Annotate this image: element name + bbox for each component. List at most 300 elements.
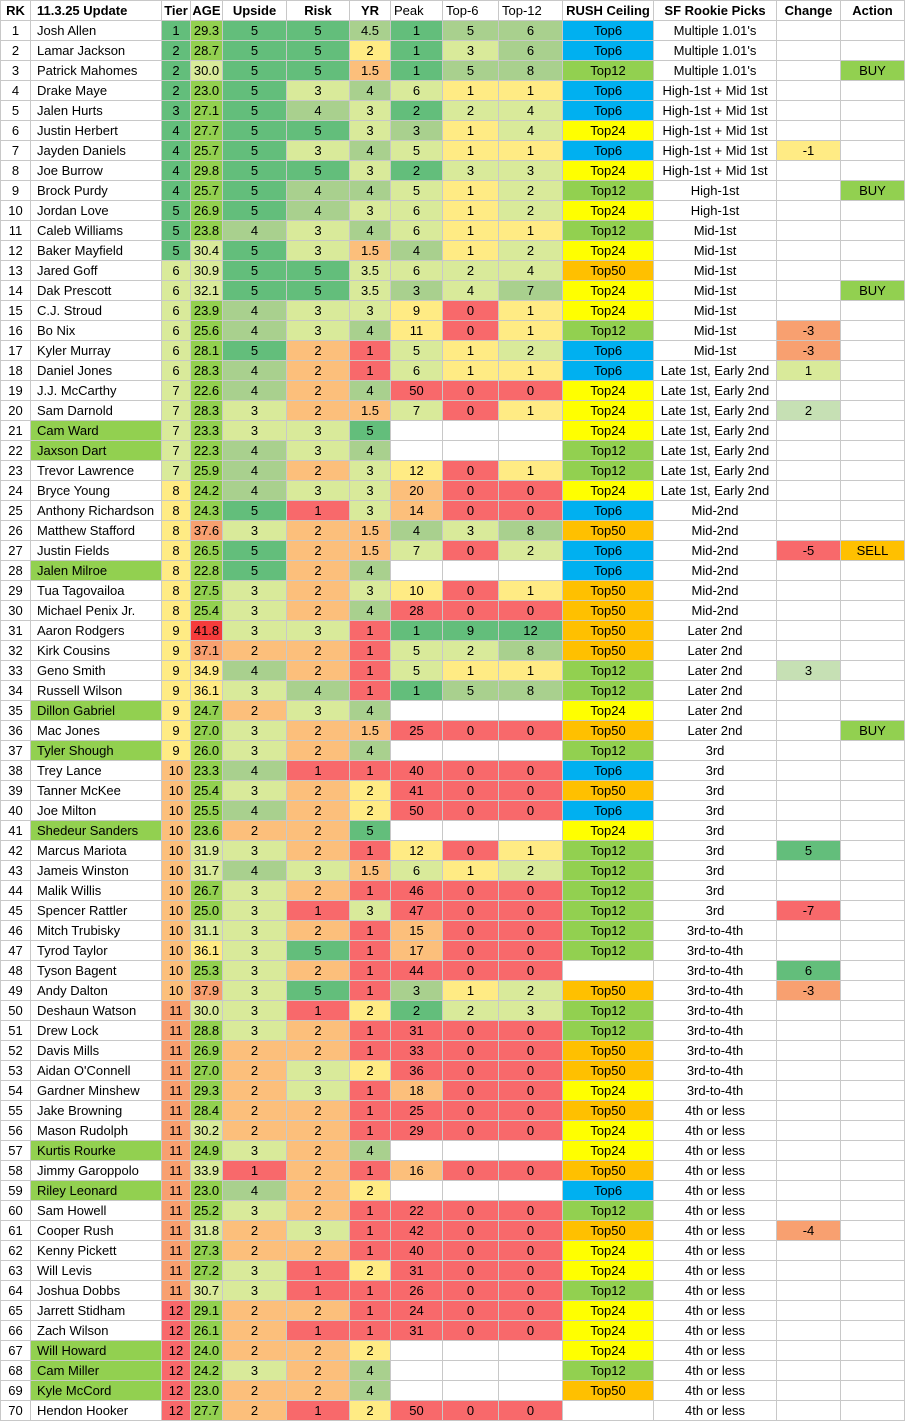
rank-cell[interactable]: 16 <box>1 321 31 341</box>
upside-cell[interactable]: 4 <box>223 801 287 821</box>
upside-cell[interactable]: 4 <box>223 381 287 401</box>
sf-rookie-picks-cell[interactable]: 3rd <box>654 781 777 801</box>
sf-rookie-picks-cell[interactable]: Later 2nd <box>654 661 777 681</box>
tier-cell[interactable]: 10 <box>162 981 191 1001</box>
tier-cell[interactable]: 10 <box>162 761 191 781</box>
upside-cell[interactable]: 4 <box>223 761 287 781</box>
rush-ceiling-cell[interactable]: Top12 <box>563 741 654 761</box>
action-cell[interactable] <box>841 1381 905 1401</box>
change-cell[interactable] <box>777 1281 841 1301</box>
action-cell[interactable] <box>841 1101 905 1121</box>
risk-cell[interactable]: 3 <box>287 701 350 721</box>
sf-rookie-picks-cell[interactable]: Mid-2nd <box>654 521 777 541</box>
rush-ceiling-cell[interactable]: Top12 <box>563 221 654 241</box>
peak-cell[interactable]: 29 <box>391 1121 443 1141</box>
age-cell[interactable]: 27.0 <box>191 1061 223 1081</box>
upside-cell[interactable]: 5 <box>223 61 287 81</box>
top6-cell[interactable]: 0 <box>443 1101 499 1121</box>
rank-cell[interactable]: 12 <box>1 241 31 261</box>
top12-cell[interactable]: 1 <box>499 81 563 101</box>
yr-cell[interactable]: 1 <box>350 881 391 901</box>
age-cell[interactable]: 24.7 <box>191 701 223 721</box>
header-age[interactable]: AGE <box>191 1 223 21</box>
player-name-cell[interactable]: Tanner McKee <box>31 781 162 801</box>
action-cell[interactable] <box>841 21 905 41</box>
risk-cell[interactable]: 2 <box>287 821 350 841</box>
rank-cell[interactable]: 24 <box>1 481 31 501</box>
top12-cell[interactable]: 4 <box>499 261 563 281</box>
tier-cell[interactable]: 11 <box>162 1181 191 1201</box>
yr-cell[interactable]: 5 <box>350 821 391 841</box>
risk-cell[interactable]: 2 <box>287 641 350 661</box>
player-name-cell[interactable]: Will Levis <box>31 1261 162 1281</box>
top12-cell[interactable]: 6 <box>499 41 563 61</box>
player-name-cell[interactable]: Malik Willis <box>31 881 162 901</box>
sf-rookie-picks-cell[interactable]: Later 2nd <box>654 721 777 741</box>
change-cell[interactable] <box>777 201 841 221</box>
rush-ceiling-cell[interactable]: Top6 <box>563 81 654 101</box>
player-name-cell[interactable]: Geno Smith <box>31 661 162 681</box>
risk-cell[interactable]: 3 <box>287 321 350 341</box>
rush-ceiling-cell[interactable]: Top50 <box>563 621 654 641</box>
change-cell[interactable] <box>777 261 841 281</box>
sf-rookie-picks-cell[interactable]: Late 1st, Early 2nd <box>654 441 777 461</box>
rush-ceiling-cell[interactable]: Top12 <box>563 861 654 881</box>
yr-cell[interactable]: 1 <box>350 961 391 981</box>
peak-cell[interactable]: 9 <box>391 301 443 321</box>
top6-cell[interactable]: 3 <box>443 521 499 541</box>
upside-cell[interactable]: 2 <box>223 1401 287 1421</box>
player-name-cell[interactable]: Tyrod Taylor <box>31 941 162 961</box>
rush-ceiling-cell[interactable]: Top6 <box>563 501 654 521</box>
rank-cell[interactable]: 1 <box>1 21 31 41</box>
rush-ceiling-cell[interactable]: Top24 <box>563 701 654 721</box>
peak-cell[interactable]: 14 <box>391 501 443 521</box>
age-cell[interactable]: 26.9 <box>191 1041 223 1061</box>
top12-cell[interactable]: 2 <box>499 341 563 361</box>
tier-cell[interactable]: 9 <box>162 641 191 661</box>
player-name-cell[interactable]: Trevor Lawrence <box>31 461 162 481</box>
age-cell[interactable]: 23.6 <box>191 821 223 841</box>
action-cell[interactable] <box>841 1181 905 1201</box>
change-cell[interactable] <box>777 1341 841 1361</box>
rank-cell[interactable]: 50 <box>1 1001 31 1021</box>
tier-cell[interactable]: 10 <box>162 861 191 881</box>
sf-rookie-picks-cell[interactable]: Late 1st, Early 2nd <box>654 381 777 401</box>
change-cell[interactable] <box>777 721 841 741</box>
sf-rookie-picks-cell[interactable]: Late 1st, Early 2nd <box>654 361 777 381</box>
sf-rookie-picks-cell[interactable]: Multiple 1.01's <box>654 41 777 61</box>
top6-cell[interactable]: 1 <box>443 361 499 381</box>
sf-rookie-picks-cell[interactable]: 3rd-to-4th <box>654 941 777 961</box>
risk-cell[interactable]: 1 <box>287 1401 350 1421</box>
top6-cell[interactable]: 0 <box>443 881 499 901</box>
risk-cell[interactable]: 5 <box>287 61 350 81</box>
age-cell[interactable]: 25.9 <box>191 461 223 481</box>
action-cell[interactable]: BUY <box>841 721 905 741</box>
peak-cell[interactable]: 20 <box>391 481 443 501</box>
tier-cell[interactable]: 10 <box>162 801 191 821</box>
peak-cell[interactable] <box>391 741 443 761</box>
top6-cell[interactable] <box>443 741 499 761</box>
peak-cell[interactable]: 1 <box>391 21 443 41</box>
sf-rookie-picks-cell[interactable]: 4th or less <box>654 1401 777 1421</box>
change-cell[interactable]: -3 <box>777 321 841 341</box>
top12-cell[interactable]: 0 <box>499 381 563 401</box>
tier-cell[interactable]: 8 <box>162 481 191 501</box>
top6-cell[interactable] <box>443 1341 499 1361</box>
age-cell[interactable]: 28.7 <box>191 41 223 61</box>
player-name-cell[interactable]: Anthony Richardson <box>31 501 162 521</box>
player-name-cell[interactable]: Lamar Jackson <box>31 41 162 61</box>
top12-cell[interactable]: 0 <box>499 1101 563 1121</box>
tier-cell[interactable]: 9 <box>162 701 191 721</box>
risk-cell[interactable]: 5 <box>287 261 350 281</box>
rank-cell[interactable]: 42 <box>1 841 31 861</box>
tier-cell[interactable]: 8 <box>162 581 191 601</box>
player-name-cell[interactable]: C.J. Stroud <box>31 301 162 321</box>
upside-cell[interactable]: 1 <box>223 1161 287 1181</box>
tier-cell[interactable]: 11 <box>162 1141 191 1161</box>
top12-cell[interactable]: 2 <box>499 541 563 561</box>
rank-cell[interactable]: 55 <box>1 1101 31 1121</box>
tier-cell[interactable]: 5 <box>162 221 191 241</box>
header-update[interactable]: 11.3.25 Update <box>31 1 162 21</box>
risk-cell[interactable]: 1 <box>287 761 350 781</box>
yr-cell[interactable]: 1 <box>350 1241 391 1261</box>
action-cell[interactable] <box>841 821 905 841</box>
tier-cell[interactable]: 10 <box>162 961 191 981</box>
action-cell[interactable] <box>841 701 905 721</box>
change-cell[interactable] <box>777 1161 841 1181</box>
age-cell[interactable]: 37.9 <box>191 981 223 1001</box>
action-cell[interactable]: SELL <box>841 541 905 561</box>
action-cell[interactable] <box>841 681 905 701</box>
upside-cell[interactable]: 3 <box>223 781 287 801</box>
peak-cell[interactable]: 4 <box>391 521 443 541</box>
player-name-cell[interactable]: Russell Wilson <box>31 681 162 701</box>
upside-cell[interactable]: 3 <box>223 741 287 761</box>
top12-cell[interactable]: 0 <box>499 1061 563 1081</box>
header-action[interactable]: Action <box>841 1 905 21</box>
action-cell[interactable] <box>841 521 905 541</box>
rank-cell[interactable]: 54 <box>1 1081 31 1101</box>
top12-cell[interactable]: 1 <box>499 841 563 861</box>
change-cell[interactable] <box>777 1061 841 1081</box>
upside-cell[interactable]: 4 <box>223 661 287 681</box>
player-name-cell[interactable]: Zach Wilson <box>31 1321 162 1341</box>
top12-cell[interactable]: 3 <box>499 1001 563 1021</box>
sf-rookie-picks-cell[interactable]: Later 2nd <box>654 641 777 661</box>
top6-cell[interactable]: 3 <box>443 41 499 61</box>
rush-ceiling-cell[interactable]: Top24 <box>563 381 654 401</box>
change-cell[interactable]: -7 <box>777 901 841 921</box>
age-cell[interactable]: 28.3 <box>191 361 223 381</box>
sf-rookie-picks-cell[interactable]: Mid-1st <box>654 241 777 261</box>
action-cell[interactable] <box>841 261 905 281</box>
tier-cell[interactable]: 9 <box>162 721 191 741</box>
top6-cell[interactable]: 2 <box>443 261 499 281</box>
sf-rookie-picks-cell[interactable]: 4th or less <box>654 1321 777 1341</box>
change-cell[interactable] <box>777 821 841 841</box>
upside-cell[interactable]: 2 <box>223 1301 287 1321</box>
rush-ceiling-cell[interactable]: Top50 <box>563 521 654 541</box>
upside-cell[interactable]: 5 <box>223 161 287 181</box>
rank-cell[interactable]: 46 <box>1 921 31 941</box>
tier-cell[interactable]: 8 <box>162 601 191 621</box>
age-cell[interactable]: 23.3 <box>191 421 223 441</box>
sf-rookie-picks-cell[interactable]: Late 1st, Early 2nd <box>654 401 777 421</box>
top12-cell[interactable] <box>499 1181 563 1201</box>
yr-cell[interactable]: 3 <box>350 201 391 221</box>
change-cell[interactable] <box>777 561 841 581</box>
yr-cell[interactable]: 3 <box>350 461 391 481</box>
action-cell[interactable] <box>841 841 905 861</box>
rank-cell[interactable]: 69 <box>1 1381 31 1401</box>
peak-cell[interactable] <box>391 821 443 841</box>
risk-cell[interactable]: 2 <box>287 1241 350 1261</box>
rush-ceiling-cell[interactable]: Top12 <box>563 1021 654 1041</box>
tier-cell[interactable]: 11 <box>162 1041 191 1061</box>
upside-cell[interactable]: 3 <box>223 621 287 641</box>
risk-cell[interactable]: 2 <box>287 1121 350 1141</box>
peak-cell[interactable]: 6 <box>391 861 443 881</box>
sf-rookie-picks-cell[interactable]: 4th or less <box>654 1161 777 1181</box>
peak-cell[interactable]: 3 <box>391 981 443 1001</box>
tier-cell[interactable]: 12 <box>162 1341 191 1361</box>
risk-cell[interactable]: 5 <box>287 161 350 181</box>
action-cell[interactable] <box>841 1141 905 1161</box>
sf-rookie-picks-cell[interactable]: High-1st + Mid 1st <box>654 161 777 181</box>
action-cell[interactable] <box>841 1061 905 1081</box>
player-name-cell[interactable]: Bryce Young <box>31 481 162 501</box>
rush-ceiling-cell[interactable]: Top6 <box>563 761 654 781</box>
sf-rookie-picks-cell[interactable]: Later 2nd <box>654 621 777 641</box>
tier-cell[interactable]: 10 <box>162 901 191 921</box>
sf-rookie-picks-cell[interactable]: 3rd <box>654 881 777 901</box>
yr-cell[interactable]: 4 <box>350 561 391 581</box>
yr-cell[interactable]: 1.5 <box>350 721 391 741</box>
top6-cell[interactable]: 0 <box>443 961 499 981</box>
top12-cell[interactable] <box>499 701 563 721</box>
risk-cell[interactable]: 2 <box>287 741 350 761</box>
tier-cell[interactable]: 10 <box>162 841 191 861</box>
change-cell[interactable] <box>777 581 841 601</box>
rush-ceiling-cell[interactable]: Top6 <box>563 1181 654 1201</box>
age-cell[interactable]: 27.3 <box>191 1241 223 1261</box>
action-cell[interactable] <box>841 441 905 461</box>
change-cell[interactable] <box>777 81 841 101</box>
yr-cell[interactable]: 1 <box>350 661 391 681</box>
risk-cell[interactable]: 2 <box>287 361 350 381</box>
yr-cell[interactable]: 1 <box>350 681 391 701</box>
yr-cell[interactable]: 3 <box>350 901 391 921</box>
sf-rookie-picks-cell[interactable]: 4th or less <box>654 1101 777 1121</box>
risk-cell[interactable]: 2 <box>287 961 350 981</box>
change-cell[interactable] <box>777 621 841 641</box>
top6-cell[interactable]: 0 <box>443 381 499 401</box>
action-cell[interactable] <box>841 41 905 61</box>
upside-cell[interactable]: 4 <box>223 321 287 341</box>
top12-cell[interactable]: 2 <box>499 981 563 1001</box>
peak-cell[interactable]: 18 <box>391 1081 443 1101</box>
sf-rookie-picks-cell[interactable]: Late 1st, Early 2nd <box>654 421 777 441</box>
top6-cell[interactable]: 0 <box>443 1301 499 1321</box>
top6-cell[interactable]: 9 <box>443 621 499 641</box>
player-name-cell[interactable]: Mason Rudolph <box>31 1121 162 1141</box>
rush-ceiling-cell[interactable]: Top12 <box>563 1281 654 1301</box>
top12-cell[interactable]: 0 <box>499 1301 563 1321</box>
yr-cell[interactable]: 1 <box>350 361 391 381</box>
yr-cell[interactable]: 4 <box>350 381 391 401</box>
age-cell[interactable]: 24.2 <box>191 1361 223 1381</box>
top6-cell[interactable]: 0 <box>443 301 499 321</box>
change-cell[interactable] <box>777 441 841 461</box>
tier-cell[interactable]: 11 <box>162 1241 191 1261</box>
peak-cell[interactable]: 5 <box>391 341 443 361</box>
top6-cell[interactable]: 5 <box>443 681 499 701</box>
top6-cell[interactable]: 0 <box>443 801 499 821</box>
peak-cell[interactable]: 6 <box>391 361 443 381</box>
change-cell[interactable]: 5 <box>777 841 841 861</box>
top12-cell[interactable]: 0 <box>499 781 563 801</box>
age-cell[interactable]: 23.0 <box>191 81 223 101</box>
peak-cell[interactable] <box>391 421 443 441</box>
player-name-cell[interactable]: Dillon Gabriel <box>31 701 162 721</box>
rank-cell[interactable]: 61 <box>1 1221 31 1241</box>
rank-cell[interactable]: 23 <box>1 461 31 481</box>
action-cell[interactable] <box>841 361 905 381</box>
top6-cell[interactable]: 0 <box>443 321 499 341</box>
age-cell[interactable]: 29.3 <box>191 1081 223 1101</box>
rank-cell[interactable]: 20 <box>1 401 31 421</box>
yr-cell[interactable]: 1 <box>350 641 391 661</box>
tier-cell[interactable]: 6 <box>162 361 191 381</box>
player-name-cell[interactable]: Spencer Rattler <box>31 901 162 921</box>
top6-cell[interactable]: 5 <box>443 61 499 81</box>
sf-rookie-picks-cell[interactable]: 3rd-to-4th <box>654 1081 777 1101</box>
top12-cell[interactable]: 0 <box>499 1121 563 1141</box>
player-name-cell[interactable]: Dak Prescott <box>31 281 162 301</box>
change-cell[interactable] <box>777 881 841 901</box>
sf-rookie-picks-cell[interactable]: 3rd-to-4th <box>654 1061 777 1081</box>
top6-cell[interactable]: 0 <box>443 1401 499 1421</box>
action-cell[interactable] <box>841 241 905 261</box>
top6-cell[interactable] <box>443 1381 499 1401</box>
age-cell[interactable]: 28.4 <box>191 1101 223 1121</box>
rush-ceiling-cell[interactable]: Top24 <box>563 421 654 441</box>
upside-cell[interactable]: 5 <box>223 141 287 161</box>
upside-cell[interactable]: 2 <box>223 1041 287 1061</box>
yr-cell[interactable]: 1 <box>350 1021 391 1041</box>
player-name-cell[interactable]: Davis Mills <box>31 1041 162 1061</box>
tier-cell[interactable]: 9 <box>162 621 191 641</box>
upside-cell[interactable]: 4 <box>223 1181 287 1201</box>
yr-cell[interactable]: 1.5 <box>350 241 391 261</box>
player-name-cell[interactable]: Will Howard <box>31 1341 162 1361</box>
player-name-cell[interactable]: Kyle McCord <box>31 1381 162 1401</box>
change-cell[interactable]: 6 <box>777 961 841 981</box>
player-name-cell[interactable]: Gardner Minshew <box>31 1081 162 1101</box>
top12-cell[interactable]: 1 <box>499 401 563 421</box>
action-cell[interactable] <box>841 901 905 921</box>
top12-cell[interactable]: 2 <box>499 241 563 261</box>
change-cell[interactable] <box>777 601 841 621</box>
yr-cell[interactable]: 1 <box>350 1201 391 1221</box>
upside-cell[interactable]: 3 <box>223 1261 287 1281</box>
rush-ceiling-cell[interactable]: Top6 <box>563 141 654 161</box>
top12-cell[interactable]: 8 <box>499 521 563 541</box>
rank-cell[interactable]: 44 <box>1 881 31 901</box>
peak-cell[interactable]: 6 <box>391 81 443 101</box>
upside-cell[interactable]: 3 <box>223 941 287 961</box>
age-cell[interactable]: 31.7 <box>191 861 223 881</box>
action-cell[interactable]: BUY <box>841 181 905 201</box>
yr-cell[interactable]: 1 <box>350 1161 391 1181</box>
rank-cell[interactable]: 26 <box>1 521 31 541</box>
top6-cell[interactable] <box>443 1181 499 1201</box>
yr-cell[interactable]: 1 <box>350 941 391 961</box>
player-name-cell[interactable]: Jameis Winston <box>31 861 162 881</box>
rank-cell[interactable]: 66 <box>1 1321 31 1341</box>
yr-cell[interactable]: 3 <box>350 301 391 321</box>
upside-cell[interactable]: 2 <box>223 1101 287 1121</box>
tier-cell[interactable]: 10 <box>162 921 191 941</box>
upside-cell[interactable]: 5 <box>223 501 287 521</box>
tier-cell[interactable]: 8 <box>162 541 191 561</box>
risk-cell[interactable]: 2 <box>287 601 350 621</box>
top6-cell[interactable] <box>443 561 499 581</box>
tier-cell[interactable]: 6 <box>162 281 191 301</box>
rush-ceiling-cell[interactable]: Top12 <box>563 321 654 341</box>
upside-cell[interactable]: 3 <box>223 581 287 601</box>
risk-cell[interactable]: 2 <box>287 1181 350 1201</box>
change-cell[interactable] <box>777 481 841 501</box>
risk-cell[interactable]: 2 <box>287 521 350 541</box>
change-cell[interactable] <box>777 1121 841 1141</box>
rank-cell[interactable]: 2 <box>1 41 31 61</box>
tier-cell[interactable]: 11 <box>162 1201 191 1221</box>
change-cell[interactable] <box>777 1361 841 1381</box>
rush-ceiling-cell[interactable]: Top24 <box>563 1081 654 1101</box>
change-cell[interactable] <box>777 641 841 661</box>
sf-rookie-picks-cell[interactable]: Later 2nd <box>654 701 777 721</box>
top6-cell[interactable]: 0 <box>443 541 499 561</box>
action-cell[interactable] <box>841 141 905 161</box>
top12-cell[interactable]: 1 <box>499 581 563 601</box>
top12-cell[interactable]: 0 <box>499 941 563 961</box>
risk-cell[interactable]: 2 <box>287 1341 350 1361</box>
change-cell[interactable] <box>777 1141 841 1161</box>
change-cell[interactable]: 2 <box>777 401 841 421</box>
rank-cell[interactable]: 17 <box>1 341 31 361</box>
rush-ceiling-cell[interactable]: Top6 <box>563 361 654 381</box>
action-cell[interactable] <box>841 941 905 961</box>
sf-rookie-picks-cell[interactable]: High-1st + Mid 1st <box>654 121 777 141</box>
yr-cell[interactable]: 4 <box>350 441 391 461</box>
action-cell[interactable] <box>841 1121 905 1141</box>
change-cell[interactable] <box>777 781 841 801</box>
yr-cell[interactable]: 4.5 <box>350 21 391 41</box>
action-cell[interactable] <box>841 201 905 221</box>
peak-cell[interactable]: 47 <box>391 901 443 921</box>
yr-cell[interactable]: 3 <box>350 161 391 181</box>
rush-ceiling-cell[interactable]: Top50 <box>563 1161 654 1181</box>
top6-cell[interactable]: 0 <box>443 1221 499 1241</box>
top6-cell[interactable]: 1 <box>443 861 499 881</box>
rush-ceiling-cell[interactable]: Top6 <box>563 561 654 581</box>
tier-cell[interactable]: 5 <box>162 241 191 261</box>
